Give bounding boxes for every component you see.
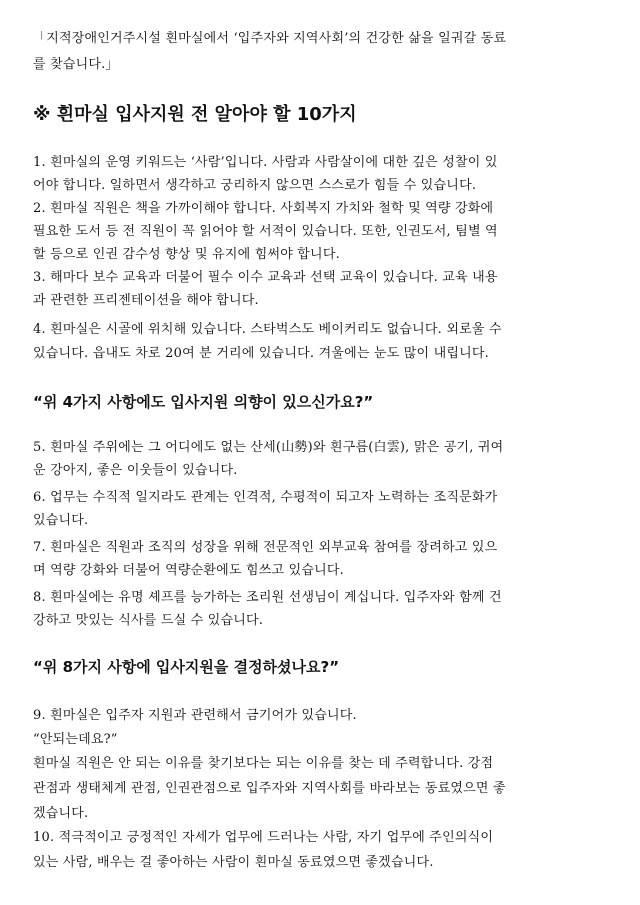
item-2-line-2: 필요한 도서 등 전 직원이 꼭 읽어야 할 서적이 있습니다. 또한, 인권도서, 팀별 역 <box>33 224 498 239</box>
item-3-line-1: 3. 해마다 보수 교육과 더불어 필수 이수 교육과 선택 교육이 있습니다. 교육 내용 <box>33 270 498 285</box>
item-2-line-1: 2. 흰마실 직원은 책을 가까이해야 합니다. 사회복지 가치와 철학 및 역량 강화에 <box>33 201 494 216</box>
item-6-line-1: 6. 업무는 수직적 일지라도 관계는 인격적, 수평적이 되고자 노력하는 조직문화가 <box>33 490 498 505</box>
item-9-quote: “안되는데요?” <box>33 732 118 747</box>
item-9-line-5: 겠습니다. <box>33 806 89 821</box>
main-heading: ※ 흰마실 입사지원 전 알아야 할 10가지 <box>33 104 357 125</box>
item-8-line-1: 8. 흰마실에는 유명 셰프를 능가하는 조리원 선생님이 계십니다. 입주자와 함께 건 <box>33 590 502 605</box>
item-9-line-4: 관점과 생태체계 관점, 인권관점으로 입주자와 지역사회를 바라보는 동료였으면 좋 <box>33 781 506 796</box>
item-9-line-3: 흰마실 직원은 안 되는 이유를 찾기보다는 되는 이유를 찾는 데 주력합니다. 강점 <box>33 756 494 771</box>
item-8-line-2: 강하고 맛있는 식사를 드실 수 있습니다. <box>33 613 264 628</box>
item-6-line-2: 있습니다. <box>33 513 89 528</box>
item-2-line-3: 할 등으로 인권 감수성 향상 및 유지에 힘써야 합니다. <box>33 247 340 262</box>
intro-line-2: 를 찾습니다.」 <box>33 57 119 72</box>
item-1-line-1: 1. 흰마실의 운영 키워드는 ‘사람’입니다. 사람과 사람살이에 대한 깊은 성찰이 있 <box>33 155 498 170</box>
item-4-line-2: 있습니다. 읍내도 차로 20여 분 거리에 있습니다. 겨울에는 눈도 많이 내립니다. <box>33 346 490 361</box>
item-9-line-1: 9. 흰마실은 입주자 지원과 관련해서 금기어가 있습니다. <box>33 708 357 723</box>
item-4-line-1: 4. 흰마실은 시골에 위치해 있습니다. 스타벅스도 베이커리도 없습니다. 외로울 수 <box>33 322 502 337</box>
item-7-line-2: 며 역량 강화와 더불어 역량순환에도 힘쓰고 있습니다. <box>33 563 345 578</box>
item-7-line-1: 7. 흰마실은 직원과 조직의 성장을 위해 전문적인 외부교육 참여를 장려하고 있으 <box>33 540 498 555</box>
question-2: “위 8가지 사항에 입사지원을 결정하셨나요?” <box>33 658 340 676</box>
item-1-line-2: 어야 합니다. 일하면서 생각하고 궁리하지 않으면 스스로가 힘들 수 있습니다. <box>33 178 477 193</box>
item-10-line-1: 10. 적극적이고 긍정적인 자세가 업무에 드러나는 사람, 자기 업무에 주인의식이 <box>33 830 494 845</box>
item-3-line-2: 과 관련한 프리젠테이션을 해야 합니다. <box>33 293 259 308</box>
question-1: “위 4가지 사항에도 입사지원 의향이 있으신가요?” <box>33 393 374 411</box>
item-5-line-1: 5. 흰마실 주위에는 그 어디에도 없는 산세(山勢)와 흰구름(白雲), 맑은 공기, 귀여 <box>33 440 504 455</box>
intro-line-1: 「지적장애인거주시설 흰마실에서 ‘입주자와 지역사회’의 건강한 삶을 일궈갈 동료 <box>33 31 507 46</box>
item-10-line-2: 있는 사람, 배우는 걸 좋아하는 사람이 흰마실 동료였으면 좋겠습니다. <box>33 855 434 870</box>
item-5-line-2: 운 강아지, 좋은 이웃들이 있습니다. <box>33 463 238 478</box>
